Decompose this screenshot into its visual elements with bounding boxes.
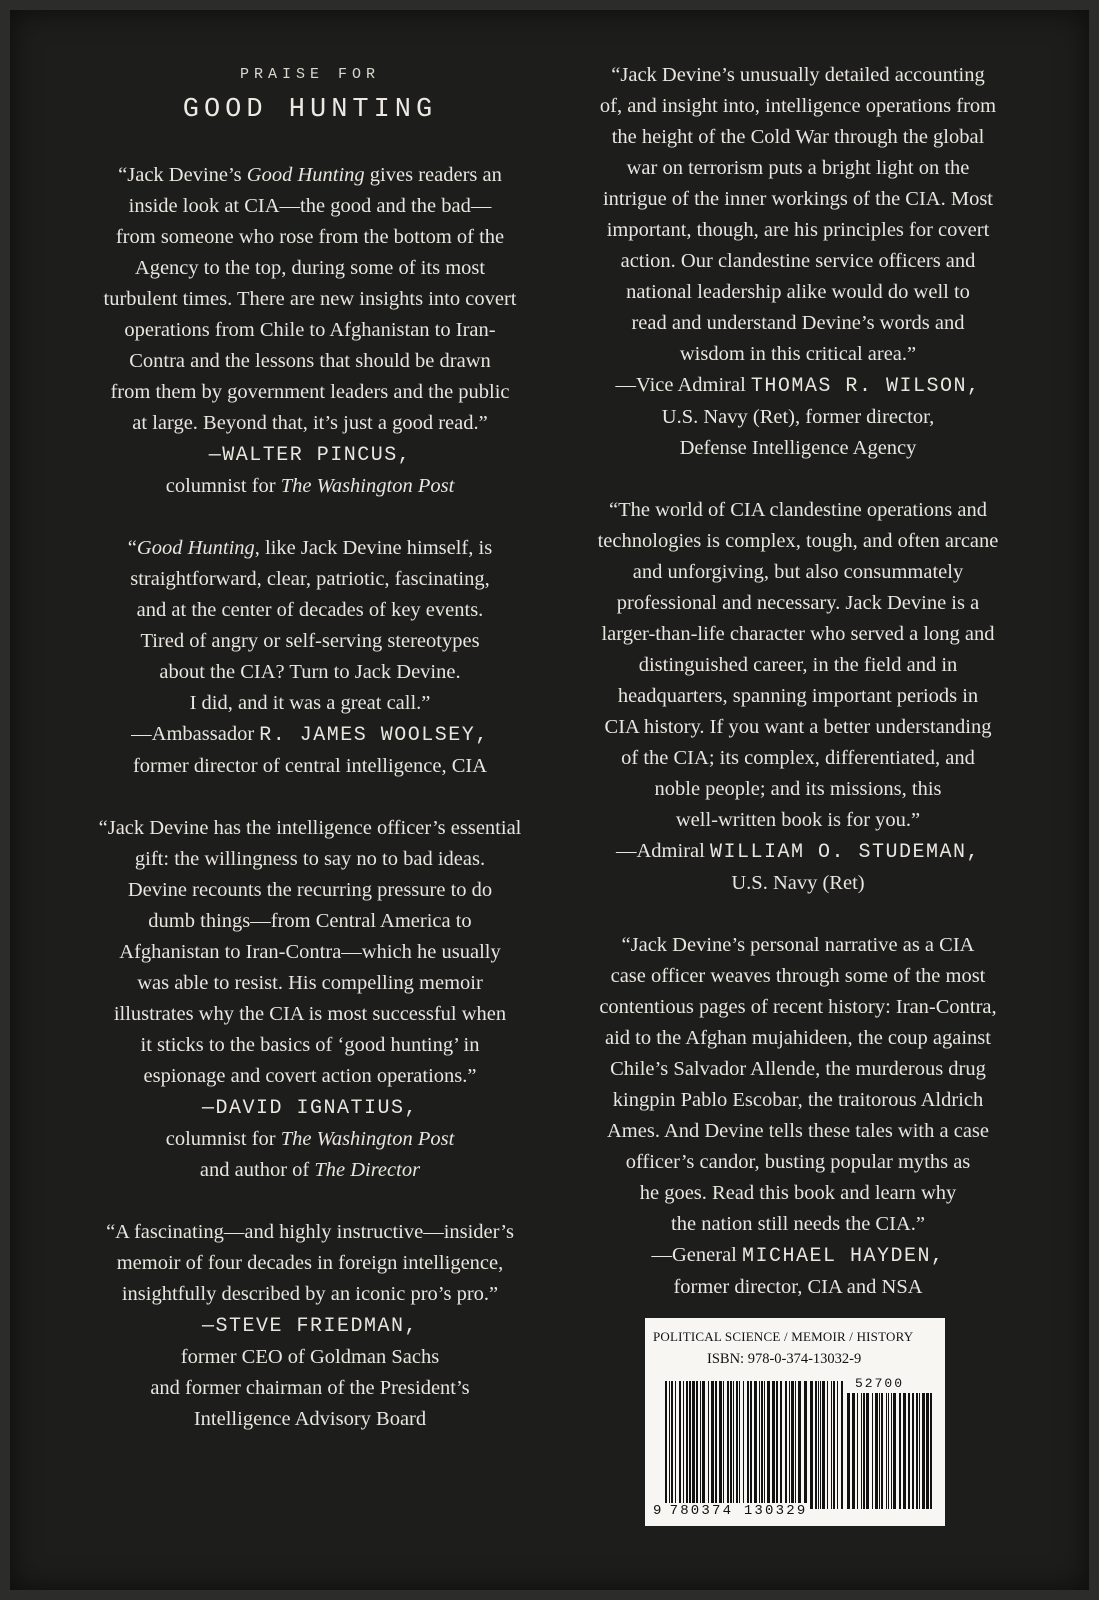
quote-line: intrigue of the inner workings of the CIA. Most: [602, 188, 993, 210]
quote-line: of, and insight into, intelligence operations from: [599, 95, 997, 117]
quote-line: the height of the Cold War through the global: [611, 126, 985, 148]
attribution-line: [75, 1310, 545, 1342]
praise-quote: [560, 930, 1036, 1303]
price-code: 52700: [855, 1376, 905, 1391]
book-title: GOOD HUNTING: [182, 95, 438, 125]
quote-line: contentious pages of recent history: Iran-Contra,: [599, 996, 997, 1018]
barcode-main-icon: [665, 1381, 845, 1509]
italic-title: The Washington Post: [280, 1128, 455, 1150]
quote-line: straightforward, clear, patriotic, fascinating,: [130, 568, 490, 590]
quote-line: at large. Beyond that, it’s just a good read.”: [132, 412, 488, 434]
quote-line: about the CIA? Turn to Jack Devine.: [159, 661, 461, 683]
praise-quote: [75, 533, 545, 782]
attribution-line: [75, 439, 545, 471]
barcode-addon-icon: [847, 1393, 933, 1509]
attribution-line: U.S. Navy (Ret): [731, 872, 865, 894]
quote-line: dumb things—from Central America to: [148, 910, 472, 932]
quote-line: Devine recounts the recurring pressure to do: [127, 879, 493, 901]
quote-line: he goes. Read this book and learn why: [639, 1182, 957, 1204]
attribution-name: THOMAS R. WILSON,: [750, 375, 981, 398]
right-quotes: [560, 60, 1036, 1303]
quote-line: operations from Chile to Afghanistan to Iran-: [124, 319, 496, 341]
quote-line: “Good Hunting, like Jack Devine himself, is: [127, 537, 493, 559]
quote-line: noble people; and its missions, this: [654, 778, 942, 800]
quote-line: action. Our clandestine service officers and: [620, 250, 976, 272]
attribution-line: —Ambassador R. JAMES WOOLSEY,: [131, 723, 489, 747]
quote-line: Agency to the top, during some of its most: [134, 257, 486, 279]
praise-quote: [560, 495, 1036, 899]
quote-line: “Jack Devine’s Good Hunting gives readers an: [118, 164, 502, 186]
barcode-box: [645, 1318, 945, 1526]
barcode-number: [653, 1503, 807, 1519]
quote-line: I did, and it was a great call.”: [189, 692, 431, 714]
quote-line: CIA history. If you want a better understanding: [604, 716, 992, 738]
praise-quote: [75, 160, 545, 502]
quote-line: important, though, are his principles for covert: [606, 219, 990, 241]
quote-line: headquarters, spanning important periods in: [617, 685, 979, 707]
italic-title: The Director: [314, 1159, 421, 1181]
quote-line: professional and necessary. Jack Devine is a: [616, 592, 980, 614]
quote-line: and at the center of decades of key events.: [136, 599, 484, 621]
praise-quote: [560, 60, 1036, 464]
quote-line: “A fascinating—and highly instructive—insider’s: [106, 1221, 514, 1243]
praise-kicker: PRAISE FOR: [239, 66, 380, 83]
quote-line: the nation still needs the CIA.”: [671, 1213, 925, 1235]
quote-line: larger-than-life character who served a long and: [601, 623, 995, 645]
quote-line: Chile’s Salvador Allende, the murderous drug: [610, 1058, 986, 1080]
barcode-number-prefix: 9: [653, 1503, 664, 1519]
attribution-line: and author of The Director: [199, 1159, 421, 1181]
attribution-line: former CEO of Goldman Sachs: [180, 1346, 440, 1368]
quote-line: it sticks to the basics of ‘good hunting’ in: [140, 1034, 480, 1056]
quote-line: national leadership alike would do well to: [626, 281, 970, 303]
attribution-name: WILLIAM O. STUDEMAN,: [709, 841, 980, 864]
quote-line: “The world of CIA clandestine operations and: [609, 499, 987, 521]
italic-title: Good Hunting: [136, 537, 255, 559]
quote-line: well-written book is for you.”: [675, 809, 921, 831]
quote-line: memoir of four decades in foreign intelligence,: [116, 1252, 504, 1274]
quote-line: turbulent times. There are new insights into covert: [103, 288, 517, 310]
quote-line: distinguished career, in the field and in: [638, 654, 958, 676]
quote-line: of the CIA; its complex, differentiated, and: [621, 747, 975, 769]
attribution-name: —WALTER PINCUS,: [208, 444, 412, 467]
quote-line: Ames. And Devine tells these tales with a case: [607, 1120, 989, 1142]
quote-line: case officer weaves through some of the most: [610, 965, 986, 987]
praise-quote: [75, 813, 545, 1186]
italic-title: Good Hunting: [246, 164, 365, 186]
quote-line: Afghanistan to Iran-Contra—which he usually: [119, 941, 501, 963]
attribution-name: —STEVE FRIEDMAN,: [201, 1315, 419, 1338]
attribution-name: MICHAEL HAYDEN,: [741, 1245, 945, 1268]
attribution-line: U.S. Navy (Ret), former director,: [661, 406, 935, 428]
isbn-label: ISBN: 978-0-374-13032-9: [707, 1351, 862, 1367]
quote-line: wisdom in this critical area.”: [679, 343, 917, 365]
attribution-name: —DAVID IGNATIUS,: [201, 1097, 419, 1120]
barcode-number-digits: 780374 130329: [669, 1503, 808, 1519]
quote-line: illustrates why the CIA is most successful when: [113, 1003, 507, 1025]
quote-line: espionage and covert action operations.”: [143, 1065, 477, 1087]
attribution-line: columnist for The Washington Post: [165, 1128, 455, 1150]
attribution-line: former director of central intelligence, CIA: [132, 755, 488, 777]
quote-line: gift: the willingness to say no to bad ideas.: [134, 848, 486, 870]
quote-line: inside look at CIA—the good and the bad—: [128, 195, 492, 217]
left-column: [75, 60, 545, 1435]
quote-line: from someone who rose from the bottom of the: [115, 226, 505, 248]
attribution-name: R. JAMES WOOLSEY,: [259, 724, 489, 747]
quote-line: war on terrorism puts a bright light on the: [626, 157, 970, 179]
attribution-line: and former chairman of the President’s: [150, 1377, 470, 1399]
attribution-line: —Admiral WILLIAM O. STUDEMAN,: [616, 840, 980, 864]
right-column: [560, 60, 1036, 1303]
attribution-line: [75, 1092, 545, 1124]
attribution-line: Defense Intelligence Agency: [679, 437, 917, 459]
quote-line: and unforgiving, but also consummately: [632, 561, 964, 583]
quote-line: Contra and the lessons that should be drawn: [129, 350, 491, 372]
quote-line: from them by government leaders and the public: [110, 381, 510, 403]
quote-line: “Jack Devine has the intelligence officer’s essential: [98, 817, 522, 839]
quote-line: aid to the Afghan mujahideen, the coup against: [605, 1027, 991, 1049]
attribution-line: columnist for The Washington Post: [165, 475, 455, 497]
attribution-line: —Vice Admiral THOMAS R. WILSON,: [615, 374, 981, 398]
praise-quote: [75, 1217, 545, 1435]
quote-line: insightfully described by an iconic pro’s pro.”: [121, 1283, 499, 1305]
attribution-line: —General MICHAEL HAYDEN,: [651, 1244, 945, 1268]
attribution-line: former director, CIA and NSA: [673, 1276, 923, 1298]
category-label: POLITICAL SCIENCE / MEMOIR / HISTORY: [653, 1329, 914, 1344]
quote-line: read and understand Devine’s words and: [631, 312, 965, 334]
left-quotes: [75, 160, 545, 1435]
italic-title: The Washington Post: [280, 475, 455, 497]
quote-line: kingpin Pablo Escobar, the traitorous Aldrich: [612, 1089, 984, 1111]
quote-line: Tired of angry or self-serving stereotypes: [140, 630, 480, 652]
quote-line: technologies is complex, tough, and often arcane: [597, 530, 999, 552]
attribution-line: Intelligence Advisory Board: [193, 1408, 427, 1430]
quote-line: “Jack Devine’s personal narrative as a CIA: [621, 934, 975, 956]
quote-line: “Jack Devine’s unusually detailed accounting: [611, 64, 985, 86]
quote-line: officer’s candor, busting popular myths as: [625, 1151, 971, 1173]
quote-line: was able to resist. His compelling memoir: [137, 972, 483, 994]
